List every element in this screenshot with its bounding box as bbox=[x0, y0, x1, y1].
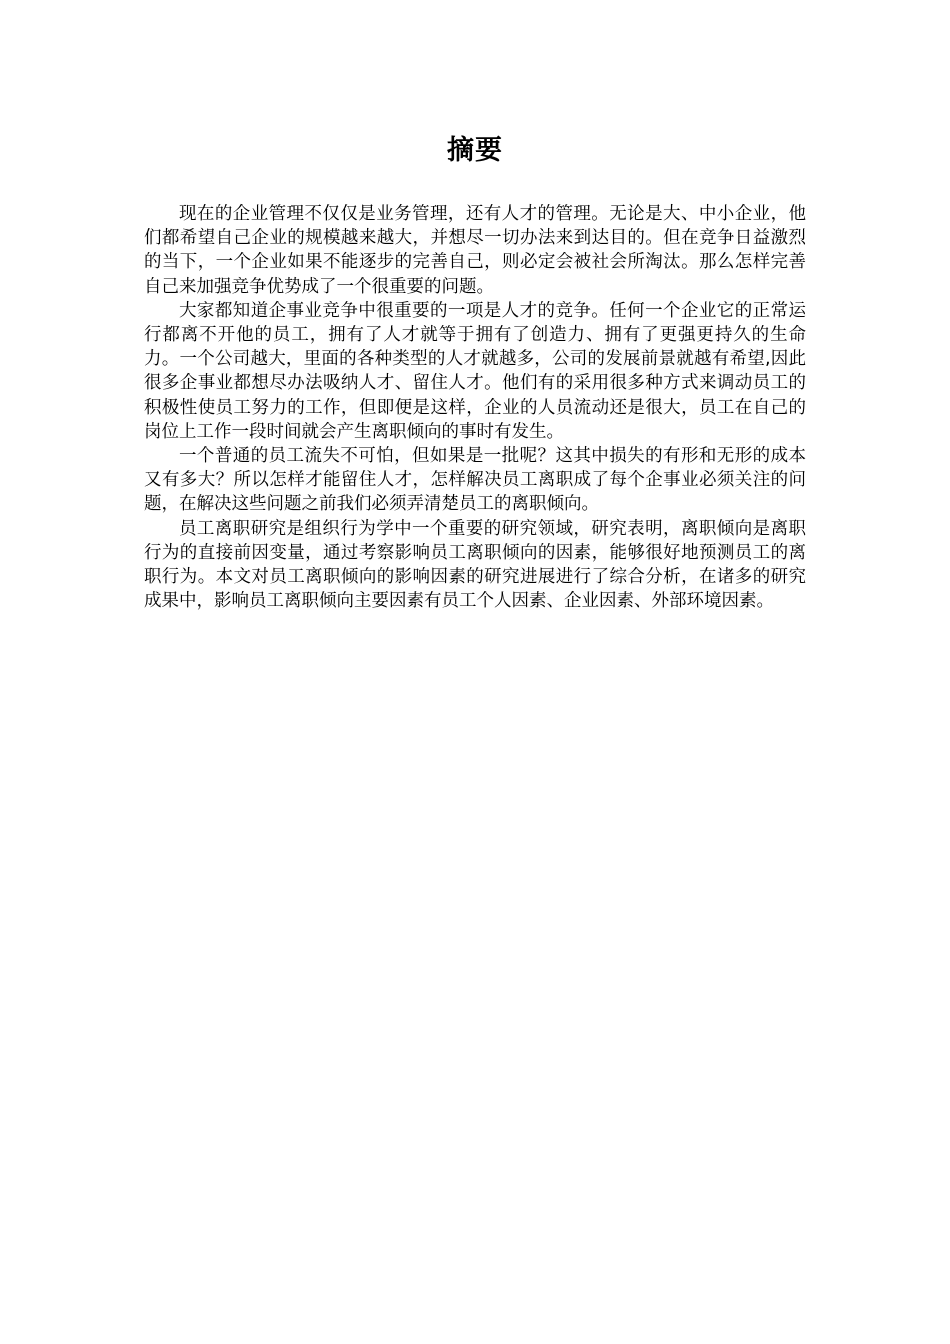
abstract-body bbox=[144, 202, 806, 613]
paragraph-3: 一个普通的员工流失不可怕，但如果是一批呢？这其中损失的有形和无形的成本又有多大？所以怎样才能留住人才，怎样解决员工离职成了每个企事业必须关注的问题，在解决这些问题之前我们必须弄清楚员工的离职倾向。 bbox=[144, 446, 806, 515]
paragraph-2: 大家都知道企事业竞争中很重要的一项是人才的竞争。任何一个企业它的正常运行都离不开他的员工，拥有了人才就等于拥有了创造力、拥有了更强更持久的生命力。一个公司越大，里面的各种类型的人才就越多，公司的发展前景就越有希望,因此很多企事业都想尽办法吸纳人才、留住人才。他们有的采用很多种方式来调动员工的积极性使员工努力的工作，但即便是这样，企业的人员流动还是很大，员工在自己的岗位上工作一段时间就会产生离职倾向的事时有发生。 bbox=[144, 300, 806, 442]
page-title: 摘要 bbox=[447, 135, 503, 166]
paragraph-4: 员工离职研究是组织行为学中一个重要的研究领域，研究表明，离职倾向是离职行为的直接前因变量，通过考察影响员工离职倾向的因素，能够很好地预测员工的离职行为。本文对员工离职倾向的影响因素的研究进展进行了综合分析，在诸多的研究成果中，影响员工离职倾向主要因素有员工个人因素、企业因素、外部环境因素。 bbox=[144, 518, 806, 612]
paragraph-1: 现在的企业管理不仅仅是业务管理，还有人才的管理。无论是大、中小企业，他们都希望自己企业的规模越来越大，并想尽一切办法来到达目的。但在竞争日益激烈的当下，一个企业如果不能逐步的完善自己，则必定会被社会所淘汰。那么怎样完善自己来加强竞争优势成了一个很重要的问题。 bbox=[144, 204, 806, 297]
